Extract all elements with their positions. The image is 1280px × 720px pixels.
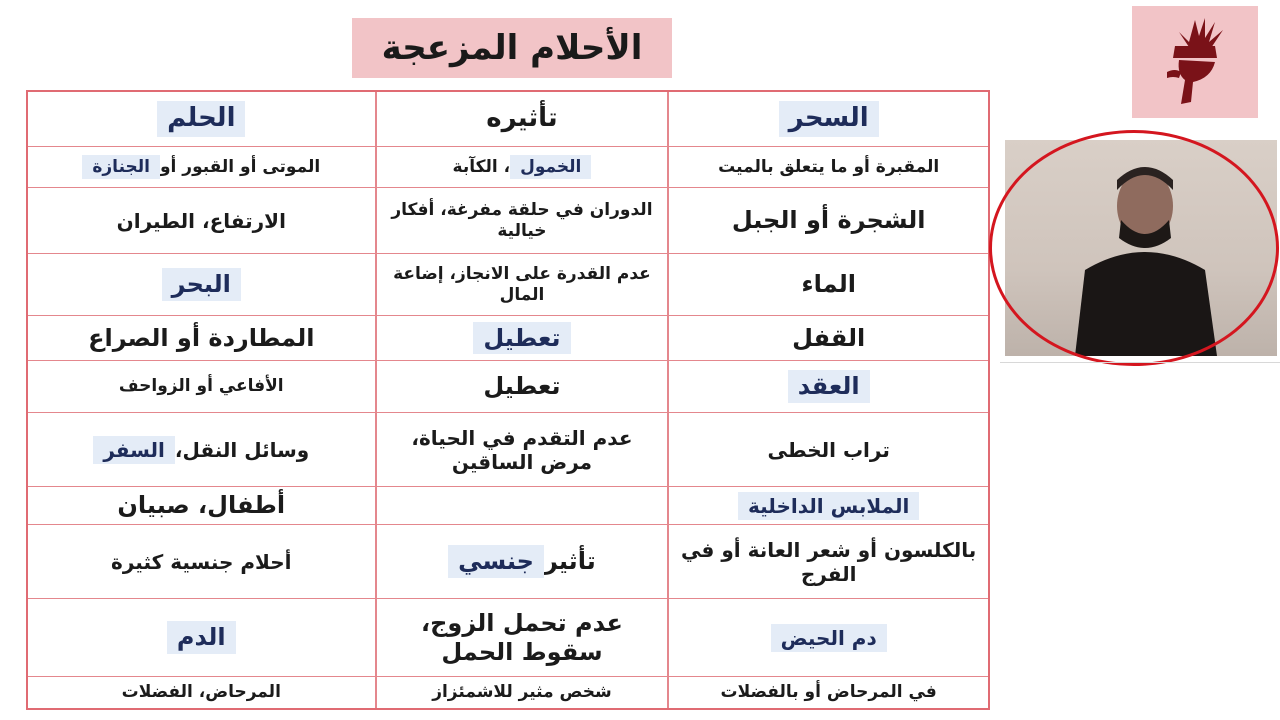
table-row [28,524,988,598]
sihr-cell: الماء [801,270,856,299]
webcam-video [1005,140,1277,356]
hulm-cell: الأفاعي أو الزواحف [118,376,284,397]
hulm-cell: المرحاض، الفضلات [121,682,281,703]
hulm-text: وسائل النقل، [174,437,310,462]
table-row [28,598,988,676]
logo [1132,6,1258,118]
athar-cell [375,147,670,187]
athar-cell [375,316,670,360]
header-athar: تأثيره [375,92,670,146]
table-row [28,360,988,412]
athar-cell: شخص مثير للاشمئزاز [375,677,670,708]
table-row [28,253,988,315]
sihr-cell: القفل [792,323,866,352]
table-header-row [28,92,988,146]
sihr-cell: في المرحاض أو بالفضلات [720,682,937,703]
presenter-silhouette [1005,140,1277,356]
athar-cell: الدوران في حلقة مفرغة، أفكار خيالية [375,188,670,253]
sihr-cell [669,361,988,412]
athar-cell: عدم تحمل الزوج، سقوط الحمل [375,599,670,676]
hulm-highlight: الدم [167,621,236,654]
divider [1000,362,1280,363]
athar-cell: تعطيل [375,361,670,412]
athar-cell [375,525,670,598]
table-row [28,412,988,486]
table-row [28,486,988,524]
athar-text: تأثير [543,547,596,576]
sihr-cell [669,599,988,676]
hulm-highlight: الجنازة [82,155,160,179]
athar-text: ، الكآبة [452,156,511,177]
header-hulm [28,92,375,146]
hulm-cell: أحلام جنسية كثيرة [111,549,292,574]
hulm-cell [28,147,375,187]
hulm-cell [28,413,375,486]
athar-highlight: الخمول [510,155,591,179]
athar-cell: عدم القدرة على الانجاز، إضاعة المال [375,254,670,315]
sihr-highlight: العقد [788,370,870,403]
header-hulm-label: الحلم [157,101,245,136]
hulm-cell: الارتفاع، الطيران [116,208,286,233]
hulm-cell: أطفال، صبيان [117,491,286,520]
sihr-highlight: دم الحيض [771,624,887,652]
page-title: الأحلام المزعجة [352,18,672,78]
dreams-table [26,90,990,710]
sihr-cell: بالكلسون أو شعر العانة أو في الفرج [681,537,977,586]
athar-cell: عدم التقدم في الحياة، مرض الساقين [375,413,670,486]
torch-hand-logo-icon [1145,12,1245,112]
table-row [28,146,988,187]
athar-highlight: تعطيل [473,322,570,355]
athar-highlight: جنسي [448,545,544,578]
sihr-cell [669,487,988,524]
hulm-highlight: البحر [162,268,241,301]
athar-cell [375,487,670,524]
header-sihr [669,92,988,146]
hulm-cell [28,254,375,315]
sihr-cell: تراب الخطى [767,437,890,462]
hulm-cell: المطاردة أو الصراع [88,323,315,352]
table-row [28,315,988,360]
hulm-highlight: السفر [93,436,175,464]
table-row [28,676,988,708]
header-sihr-label: السحر [779,101,879,136]
hulm-text: الموتى أو القبور أو [159,156,321,177]
sihr-cell: المقبرة أو ما يتعلق بالميت [718,156,940,177]
sihr-cell: الشجرة أو الجبل [731,206,926,235]
table-row [28,187,988,253]
sihr-highlight: الملابس الداخلية [738,492,919,520]
hulm-cell [28,599,375,676]
